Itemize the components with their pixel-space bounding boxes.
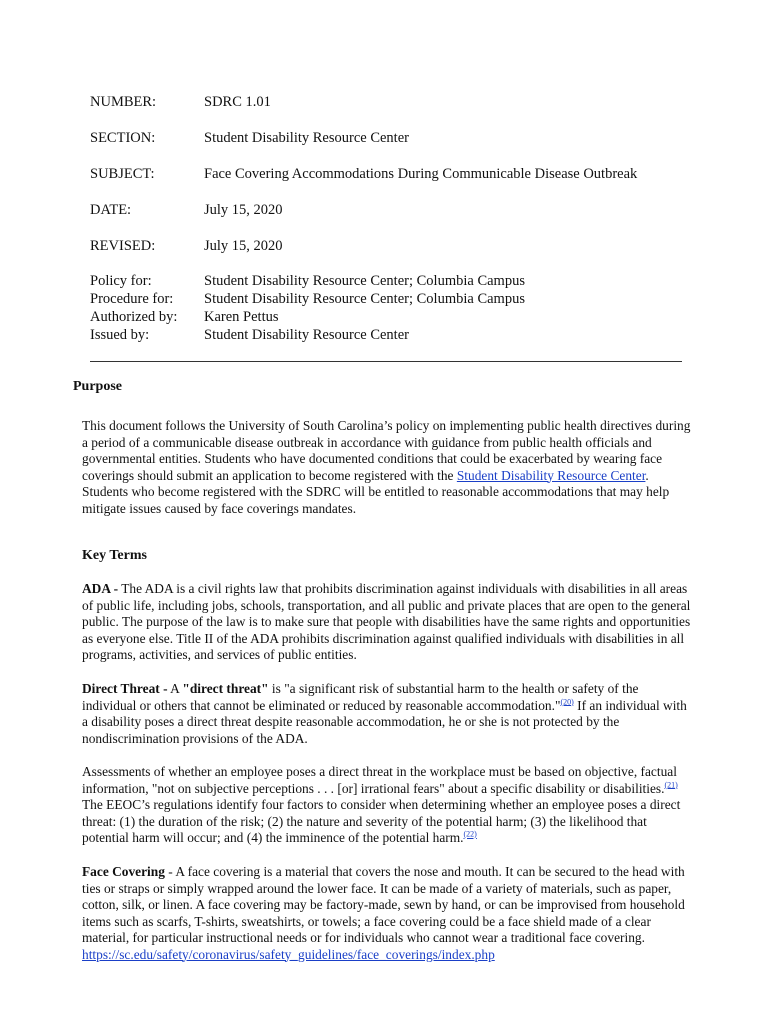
policy-label: Policy for: — [90, 273, 152, 289]
purpose-heading: Purpose — [73, 379, 122, 394]
number-value: SDRC 1.01 — [204, 94, 271, 110]
face-covering-text: - A face covering is a material that covers the nose and mouth. It can be secured to the head with ties or straps or simply wrapped around the lower face. It can be made of a variety of materials, such as paper, cotton, silk, or linen. A face covering may be factory-made, sewn by hand, or can be improvised from household items such as scarfs, T-shirts, sweatshirts, or towels; a face covering could be a face shield made of a clear material, for particular instructional needs or for individuals who cannot wear a traditional face covering. — [82, 864, 685, 945]
revised-label: REVISED: — [90, 238, 156, 254]
key-terms-heading: Key Terms — [82, 548, 147, 563]
revised-value: July 15, 2020 — [204, 238, 283, 254]
issued-label: Issued by: — [90, 327, 150, 343]
direct-threat-quote: "direct threat" — [182, 681, 269, 696]
subject-label: SUBJECT: — [90, 166, 155, 182]
face-covering-paragraph — [82, 864, 692, 963]
footnote-ref-22[interactable]: (22) — [463, 829, 477, 839]
direct-threat-text-3: If an individual with a disability poses a direct threat despite reasonable accommodation, he or she is not protected by the nondiscrimination provisions of the ADA. — [82, 697, 687, 746]
purpose-text-end: . Students who become registered with the SDRC will be entitled to reasonable accommodations that may help mitigate issues caused by face coverings mandates. — [82, 467, 670, 516]
procedure-value: Student Disability Resource Center; Columbia Campus — [204, 291, 525, 307]
issued-value: Student Disability Resource Center — [204, 327, 409, 343]
procedure-label: Procedure for: — [90, 291, 174, 307]
date-value: July 15, 2020 — [204, 202, 283, 218]
face-coverings-link[interactable]: https://sc.edu/safety/coronavirus/safety_guidelines/face_coverings/index.php — [82, 946, 495, 962]
subject-value: Face Covering Accommodations During Communicable Disease Outbreak — [204, 166, 638, 182]
footnote-ref-21[interactable]: (21) — [664, 780, 678, 790]
purpose-paragraph — [82, 418, 692, 517]
direct-threat-text-2: is "a significant risk of substantial harm to the health or safety of the individual or others that cannot be eliminated or reduced by reasonable accommodation." — [82, 681, 639, 713]
authorized-value: Karen Pettus — [204, 309, 279, 325]
section-value: Student Disability Resource Center — [204, 130, 409, 146]
ada-text: The ADA is a civil rights law that prohibits discrimination against individuals with disabilities in all areas of public life, including jobs, schools, transportation, and all public and private places that are open to the general public. The purpose of the law is to make sure that people with disabilities have the same rights and opportunities as everyone else. Title II of the ADA prohibits discrimination against qualified individuals with disabilities in all programs, activities, and services of public entities. — [82, 581, 691, 662]
purpose-text: This document follows the University of South Carolina’s policy on implementing public health directives during a period of a communicable disease outbreak in accordance with guidance from public health officials and governmental entities. Students who have documented conditions that could be exacerbated by wearing face coverings should submit an application to become registered with the — [82, 418, 691, 483]
direct-threat-text-1: A — [167, 681, 183, 696]
sdrc-link[interactable]: Student Disability Resource Center — [456, 467, 646, 483]
footnote-ref-20[interactable]: (20) — [560, 697, 574, 707]
number-label: NUMBER: — [90, 94, 157, 110]
ada-paragraph — [82, 581, 692, 664]
section-label: SECTION: — [90, 130, 156, 146]
direct-threat-paragraph — [82, 681, 692, 747]
assessment-text-2: The EEOC’s regulations identify four factors to consider when determining whether an employee poses a direct threat: (1) the duration of the risk; (2) the nature and severity of the potential harm; (3) the likelihood that potential harm will occur; and (4) the imminence of the potential harm. — [82, 797, 681, 845]
policy-value: Student Disability Resource Center; Columbia Campus — [204, 273, 525, 289]
ada-term: ADA - — [82, 581, 119, 596]
direct-threat-term: Direct Threat - — [82, 681, 168, 696]
assessment-paragraph — [82, 764, 692, 847]
authorized-label: Authorized by: — [90, 309, 178, 325]
divider — [90, 361, 682, 362]
date-label: DATE: — [90, 202, 132, 218]
assessment-text-1: Assessments of whether an employee poses a direct threat in the workplace must be based on objective, factual information, "not on subjective perceptions . . . [or] irrational fears" about a specific disability or disabilities. — [82, 764, 677, 796]
face-covering-term: Face Covering — [82, 864, 165, 879]
